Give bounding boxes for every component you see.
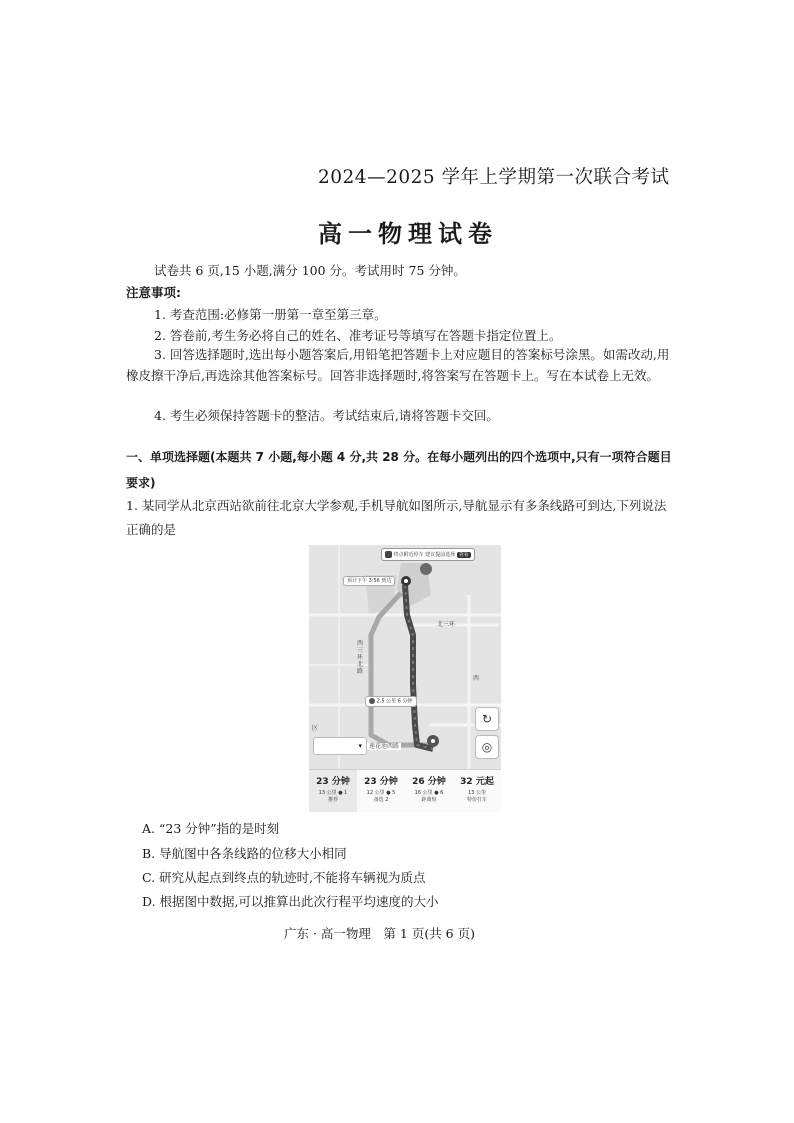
- question-1-stem: 1. 某同学从北京西站欲前往北京大学参观,手机导航如图所示,导航显示有多条线路可到达,下列说法正确的是: [126, 498, 667, 537]
- exam-intro: 试卷共 6 页,15 小题,满分 100 分。考试用时 75 分钟。: [154, 263, 466, 278]
- street-label: 西三环北路: [357, 640, 364, 675]
- parking-tip-pill[interactable]: 终点附近停车 建议提前选择 查看: [381, 548, 475, 561]
- street-label: 北三环: [437, 621, 456, 628]
- option-c: C. 研究从起点到终点的轨迹时,不能将车辆视为质点: [142, 870, 426, 885]
- route-option-3[interactable]: 26 分钟 16 公里 ● 6 距离短: [412, 777, 446, 803]
- street-label: 西: [473, 675, 480, 682]
- route-distance-tag: 2.5 公里 6 分钟: [365, 696, 417, 707]
- notice-item-4: 4. 考生必须保持答题卡的整洁。考试结束后,请将答题卡交回。: [154, 408, 499, 423]
- street-label: 莲花池西路: [369, 743, 400, 750]
- option-d: D. 根据图中数据,可以推算出此次行程平均速度的大小: [142, 894, 439, 909]
- section-1-heading: 一、单项选择题(本题共 7 小题,每小题 4 分,共 28 分。在每小题列出的四个选项中,只有一项符合题目要求): [126, 450, 672, 490]
- district-label: 区: [312, 725, 319, 732]
- exam-title: 2024—2025 学年上学期第一次联合考试: [318, 167, 670, 188]
- refresh-icon[interactable]: ↻: [475, 707, 499, 731]
- notice-item-3: 3. 回答选择题时,选出每小题答案后,用铅笔把答题卡上对应题目的答案标号涂黑。如需改动,用橡皮擦干净后,再选涂其他答案标号。回答非选择题时,将答案写在答题卡上。写在本试卷上无效。: [126, 347, 670, 383]
- page-footer: 广东 · 高一物理 第 1 页(共 6 页): [284, 926, 475, 941]
- route-marker-icon: [369, 698, 375, 704]
- locate-icon[interactable]: ◎: [475, 735, 499, 759]
- route-option-2[interactable]: 23 分钟 12 公里 ● 5 备选 2: [364, 777, 398, 803]
- parking-icon: [385, 551, 392, 558]
- option-a: A. “23 分钟”指的是时刻: [142, 821, 280, 836]
- notice-item-1: 1. 考查范围:必修第一册第一章至第三章。: [154, 307, 387, 322]
- option-b: B. 导航图中各条线路的位移大小相同: [142, 846, 347, 861]
- view-button[interactable]: 查看: [458, 552, 469, 558]
- route-option-1[interactable]: 23 分钟 13 公里 ● 1 推荐: [309, 770, 357, 812]
- route-options-panel: [309, 769, 501, 812]
- layer-selector[interactable]: ▾: [313, 737, 367, 755]
- notice-item-2: 2. 答卷前,考生务必将自己的姓名、准考证号等填写在答题卡指定位置上。: [154, 328, 562, 343]
- subject-title: 高一物理试卷: [318, 220, 498, 248]
- eta-tag: 预计下午 3:56 到达: [343, 576, 395, 586]
- notice-heading: 注意事项:: [126, 285, 181, 300]
- navigation-map-figure: [309, 545, 501, 812]
- route-option-taxi[interactable]: 32 元起 13 公里 特价打车: [460, 777, 494, 803]
